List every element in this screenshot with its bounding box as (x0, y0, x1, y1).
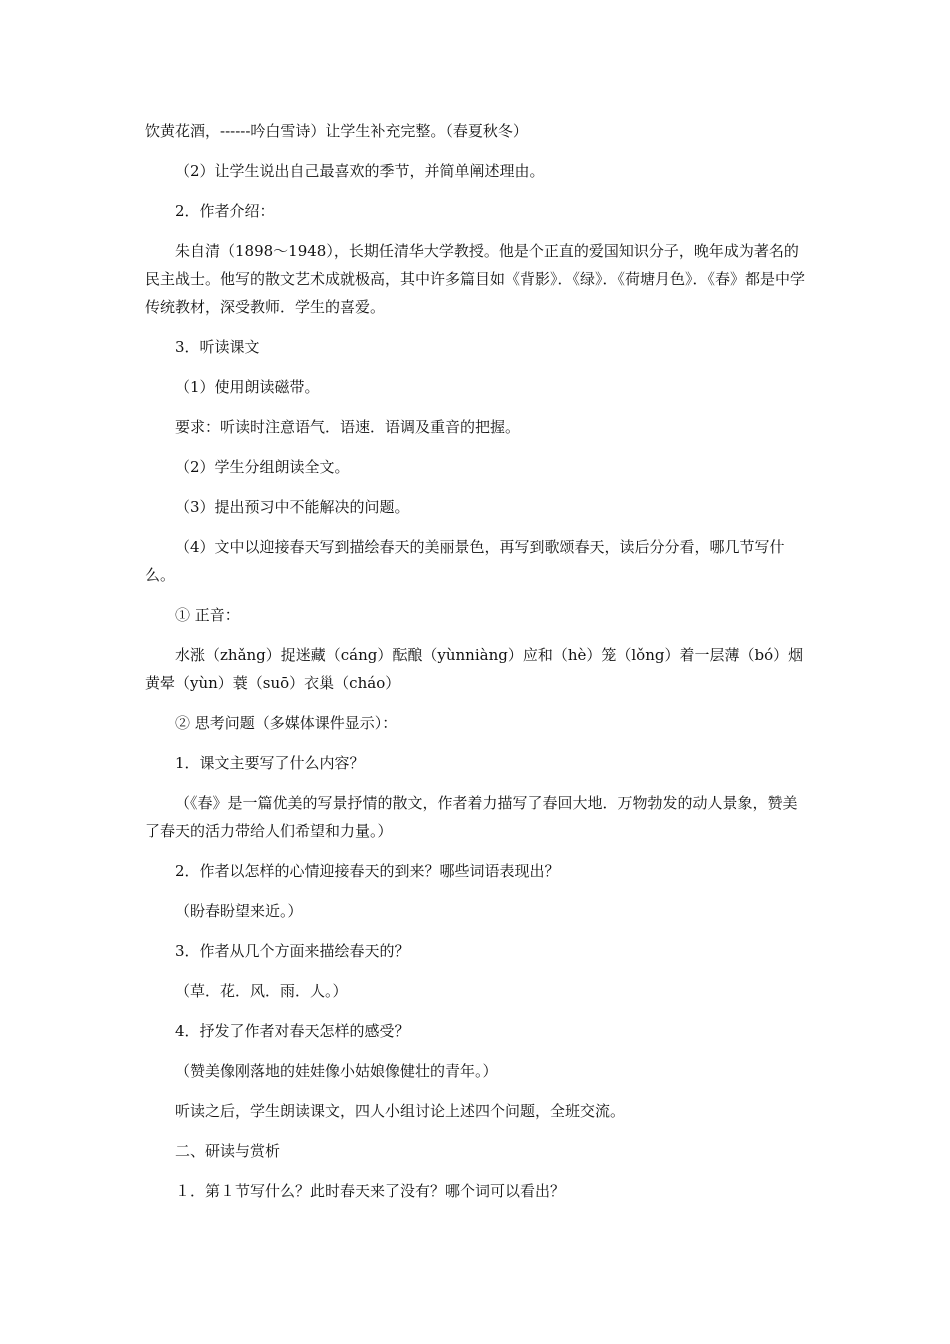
question-1: 1．课文主要写了什么内容？ (175, 754, 365, 772)
paragraph-discussion: 听读之后，学生朗读课文，四人小组讨论上述四个问题，全班交流。 (175, 1102, 626, 1120)
question-section-1: １．第１节写什么？此时春天来了没有？哪个词可以看出？ (175, 1182, 566, 1200)
paragraph-group-reading: （2）学生分组朗读全文。 (175, 458, 350, 476)
answer-4: （赞美像刚落地的娃娃像小姑娘像健壮的青年。） (175, 1062, 498, 1080)
answer-2: （盼春盼望来近。） (175, 902, 303, 920)
answer-1: （《春》是一篇优美的写景抒情的散文，作者着力描写了春回大地．万物勃发的动人景象，赞美了春天的活力带给人们希望和力量。） (145, 794, 798, 840)
paragraph-favorite-season: （2）让学生说出自己最喜欢的季节，并简单阐述理由。 (175, 162, 545, 180)
paragraph-structure-task: （4）文中以迎接春天写到描绘春天的美丽景色，再写到歌颂春天，读后分分看，哪几节写什么。 (145, 538, 785, 584)
paragraph-requirement: 要求：听读时注意语气．语速．语调及重音的把握。 (175, 418, 521, 436)
paragraph-use-tape: （1）使用朗读磁带。 (175, 378, 320, 396)
question-3: 3．作者从几个方面来描绘春天的？ (175, 942, 410, 960)
answer-3: （草．花．风．雨．人。） (175, 982, 348, 1000)
heading-listen-read: 3．听读课文 (175, 338, 260, 356)
question-2: 2．作者以怎样的心情迎接春天的到来？哪些词语表现出？ (175, 862, 560, 880)
paragraph-poem-completion: 饮黄花酒，------吟白雪诗）让学生补充完整。（春夏秋冬） (145, 122, 528, 140)
heading-think-questions: ② 思考问题（多媒体课件显示）： (175, 714, 398, 732)
heading-author-intro: 2．作者介绍： (175, 202, 275, 220)
paragraph-pinyin-list: 水涨（zhǎng）捉迷藏（cáng）酝酿（yùnniàng）应和（hè）笼（lǒng）着一层薄（bó）烟黄晕（yùn）蓑（suō）衣巢（cháo） (145, 646, 804, 692)
heading-pronunciation: ① 正音： (175, 606, 240, 624)
paragraph-raise-questions: （3）提出预习中不能解决的问题。 (175, 498, 410, 516)
paragraph-author-bio: 朱自清（1898～1948），长期任清华大学教授。他是个正直的爱国知识分子，晚年成为著名的民主战士。他写的散文艺术成就极高，其中许多篇目如《背影》．《绿》．《荷塘月色》．《春》都是中学传统教材，深受教师．学生的喜爱。 (145, 242, 806, 316)
heading-study-appreciation: 二、研读与赏析 (175, 1142, 281, 1160)
question-4: 4．抒发了作者对春天怎样的感受？ (175, 1022, 410, 1040)
document-body (145, 117, 810, 1217)
